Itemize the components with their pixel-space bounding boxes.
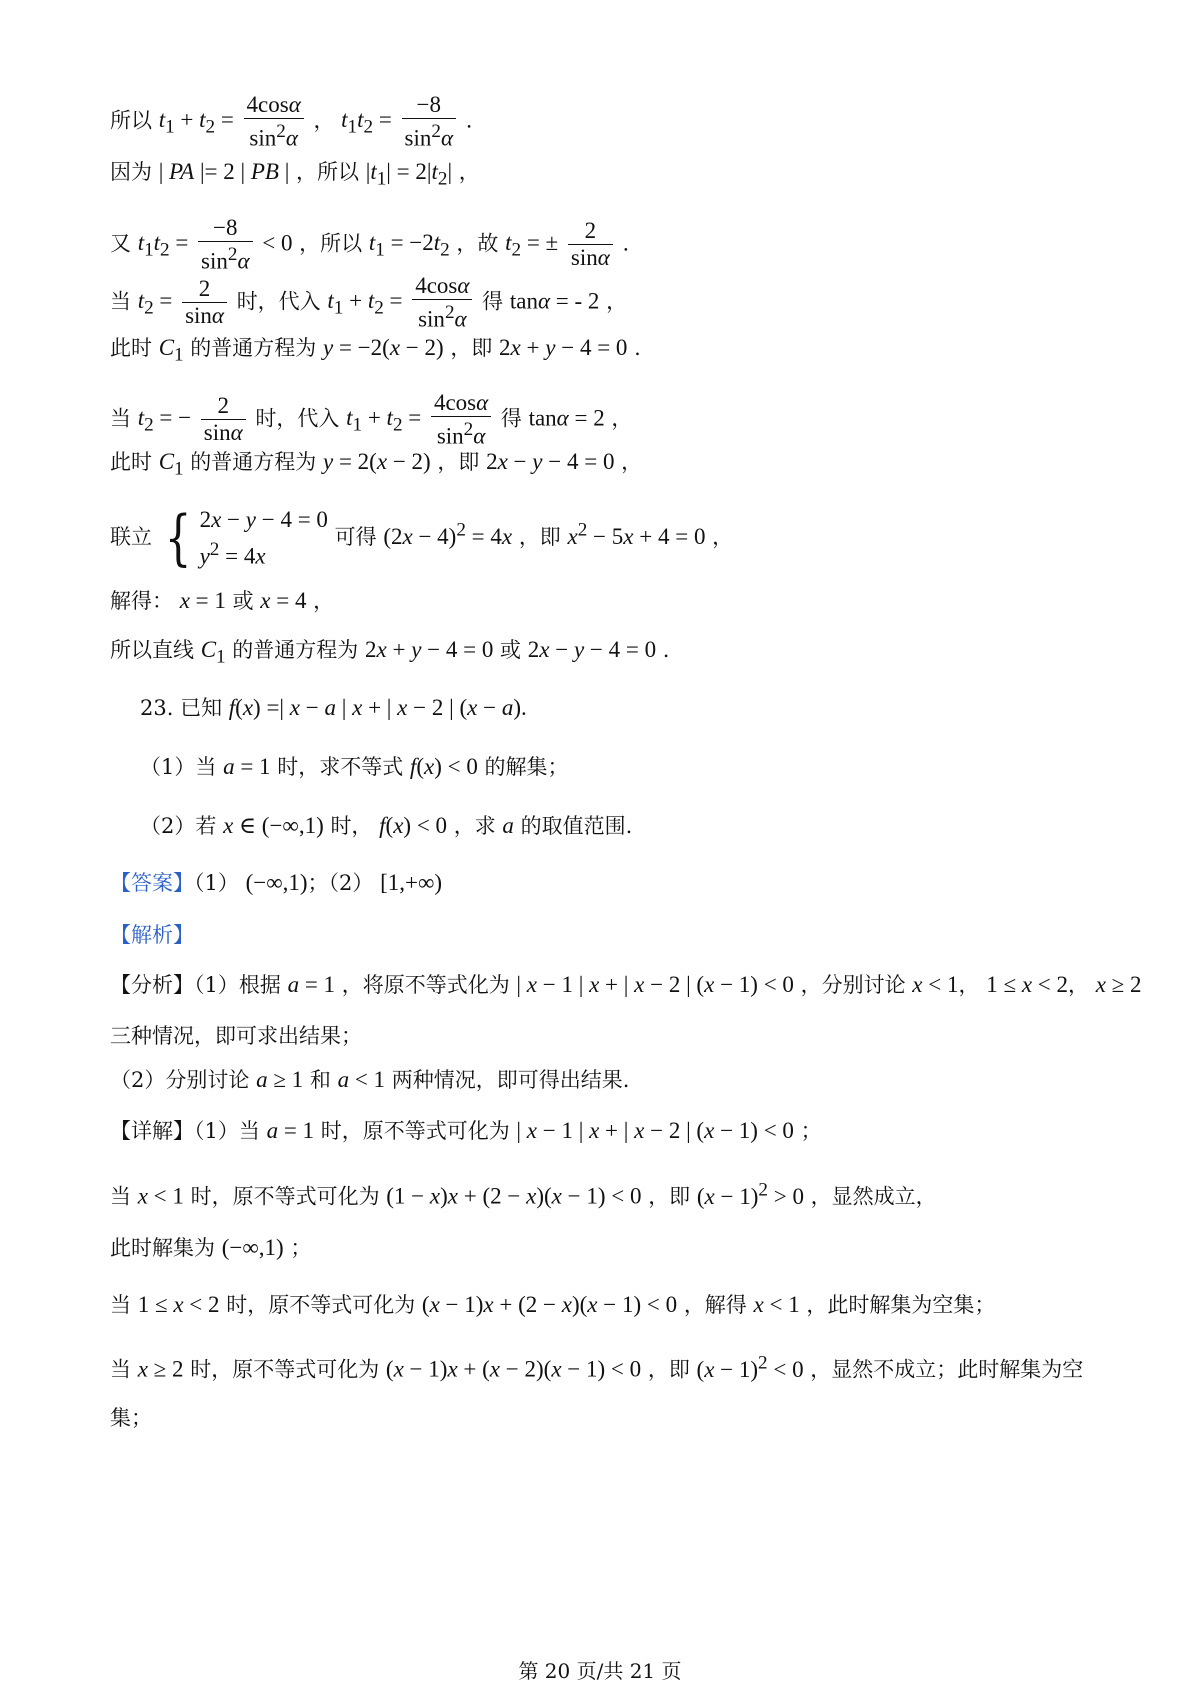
fraction: $\frac{2}{\sin\alpha}$	[568, 218, 613, 271]
question-23: 23. 已知 f(x) =| x − a | x + | x − 2 | (x − a).	[140, 695, 527, 720]
fraction: $\frac{-8}{\sin^2\alpha}$	[198, 215, 253, 275]
equation-system: 2x − y − 4 = 0 $y^2 = 4x$	[199, 507, 328, 569]
line-condition: 因为 | PA |= 2 | PB | ，所以 $|t_1| = 2|t_2|$ ，	[110, 159, 480, 190]
line-case-positive: 当 $t_2$ = $\frac{2}{\sin\alpha}$ 时，代入 $t_1 + t_2$ = $\frac{4\cos\alpha}{\sin^2\alpha}$ 得 tanα = - 2 ，	[110, 273, 628, 332]
fraction: $\frac{2}{\sin\alpha}$	[201, 393, 246, 446]
line-equation-2: 此时 $C_1$ 的普通方程为 y = 2(x − 2) ，即 2x − y − 4 = 0 ，	[110, 449, 643, 480]
question-23-part-1: （1）当 a = 1 时，求不等式 f(x) < 0 的解集；	[140, 754, 569, 779]
fraction: $\frac{4\cos\alpha}{\sin^2\alpha}$	[431, 390, 491, 450]
brace: {	[164, 503, 192, 574]
analysis-header	[110, 920, 194, 950]
case-1-le-x-lt-2: 当 1 ≤ x < 2 时，原不等式可化为 (x − 1)x + (2 − x)(x − 1) < 0 ，解得 x < 1 ，此时解集为空集；	[110, 1292, 996, 1317]
case-x-ge-2-cont: 集；	[110, 1406, 152, 1430]
fraction: $\frac{-8}{\sin^2\alpha}$	[402, 92, 457, 152]
line-equation-1: 此时 $C_1$ 的普通方程为 y = −2(x − 2) ，即 2x + y − 4 = 0 .	[110, 335, 641, 366]
fraction: $\frac{4\cos\alpha}{\sin^2\alpha}$	[244, 92, 304, 152]
line-case-negative: 当 $t_2$ = − $\frac{2}{\sin\alpha}$ 时，代入 $t_1 + t_2$ = $\frac{4\cos\alpha}{\sin^2\alpha}$ 得 tanα = 2 ，	[110, 390, 633, 449]
case-x-lt-1: 当 x < 1 时，原不等式可化为 (1 − x)x + (2 − x)(x − 1) < 0 ，即 $(x - 1)^2 > 0$ ，显然成立，	[110, 1179, 937, 1209]
fraction: $\frac{2}{\sin\alpha}$	[182, 276, 227, 329]
question-23-part-2: （2）若 x ∈ (−∞,1) 时， f(x) < 0 ，求 a 的取值范围.	[140, 813, 633, 838]
analysis-tag: 【解析】	[110, 923, 194, 947]
line-conclusion: 所以直线 $C_1$ 的普通方程为 2x + y − 4 = 0 或 2x − y − 4 = 0 .	[110, 637, 670, 668]
analysis-cont: 三种情况，即可求出结果；	[110, 1024, 362, 1048]
line-system: 联立 { 2x − y − 4 = 0 $y^2 = 4x$ 可得 $(2x - 4)^2 = 4x$ ，即 $x^2 - 5x + 4 = 0$ ，	[110, 503, 734, 574]
line-solutions: 解得： x = 1 或 x = 4 ，	[110, 588, 335, 613]
analysis-part-2: （2）分别讨论 a ≥ 1 和 a < 1 两种情况，即可得出结果.	[110, 1067, 630, 1092]
line-sum-product: 所以 $t_1 + t_2$ = $\frac{4\cos\alpha}{\sin^2\alpha}$ ， $t_1t_2$ = $\frac{-8}{\sin^2\alpha}$ .	[110, 92, 473, 151]
answer: 【答案】（1） (−∞,1)；（2） [1,+∞)	[110, 870, 442, 895]
detailed-solution: 【详解】（1）当 a = 1 时，原不等式可化为 | x − 1 | x + | x − 2 | (x − 1) < 0 ；	[110, 1118, 822, 1143]
case-x-ge-2: 当 x ≥ 2 时，原不等式可化为 (x − 1)x + (x − 2)(x − 1) < 0 ，即 $(x - 1)^2 < 0$ ，显然不成立；此时解集为空	[110, 1352, 1084, 1382]
case-x-lt-1-result: 此时解集为 (−∞,1) ；	[110, 1235, 312, 1260]
line-t2-value: 又 $t_1t_2$ = $\frac{-8}{\sin^2\alpha}$ < 0 ，所以 $t_1 = -2t_2$ ，故 $t_2$ = ± $\frac{2}{\sin\alpha}$ .	[110, 215, 630, 274]
fraction: $\frac{4\cos\alpha}{\sin^2\alpha}$	[412, 273, 472, 333]
analysis: 【分析】（1）根据 a = 1 ，将原不等式化为 | x − 1 | x + | x − 2 | (x − 1) < 0 ，分别讨论 x < 1， 1 ≤ x < 2， x ≥ 2	[110, 972, 1142, 997]
answer-tag: 【答案】	[110, 871, 194, 895]
page-number: 第 20 页/共 21 页	[518, 1659, 682, 1683]
